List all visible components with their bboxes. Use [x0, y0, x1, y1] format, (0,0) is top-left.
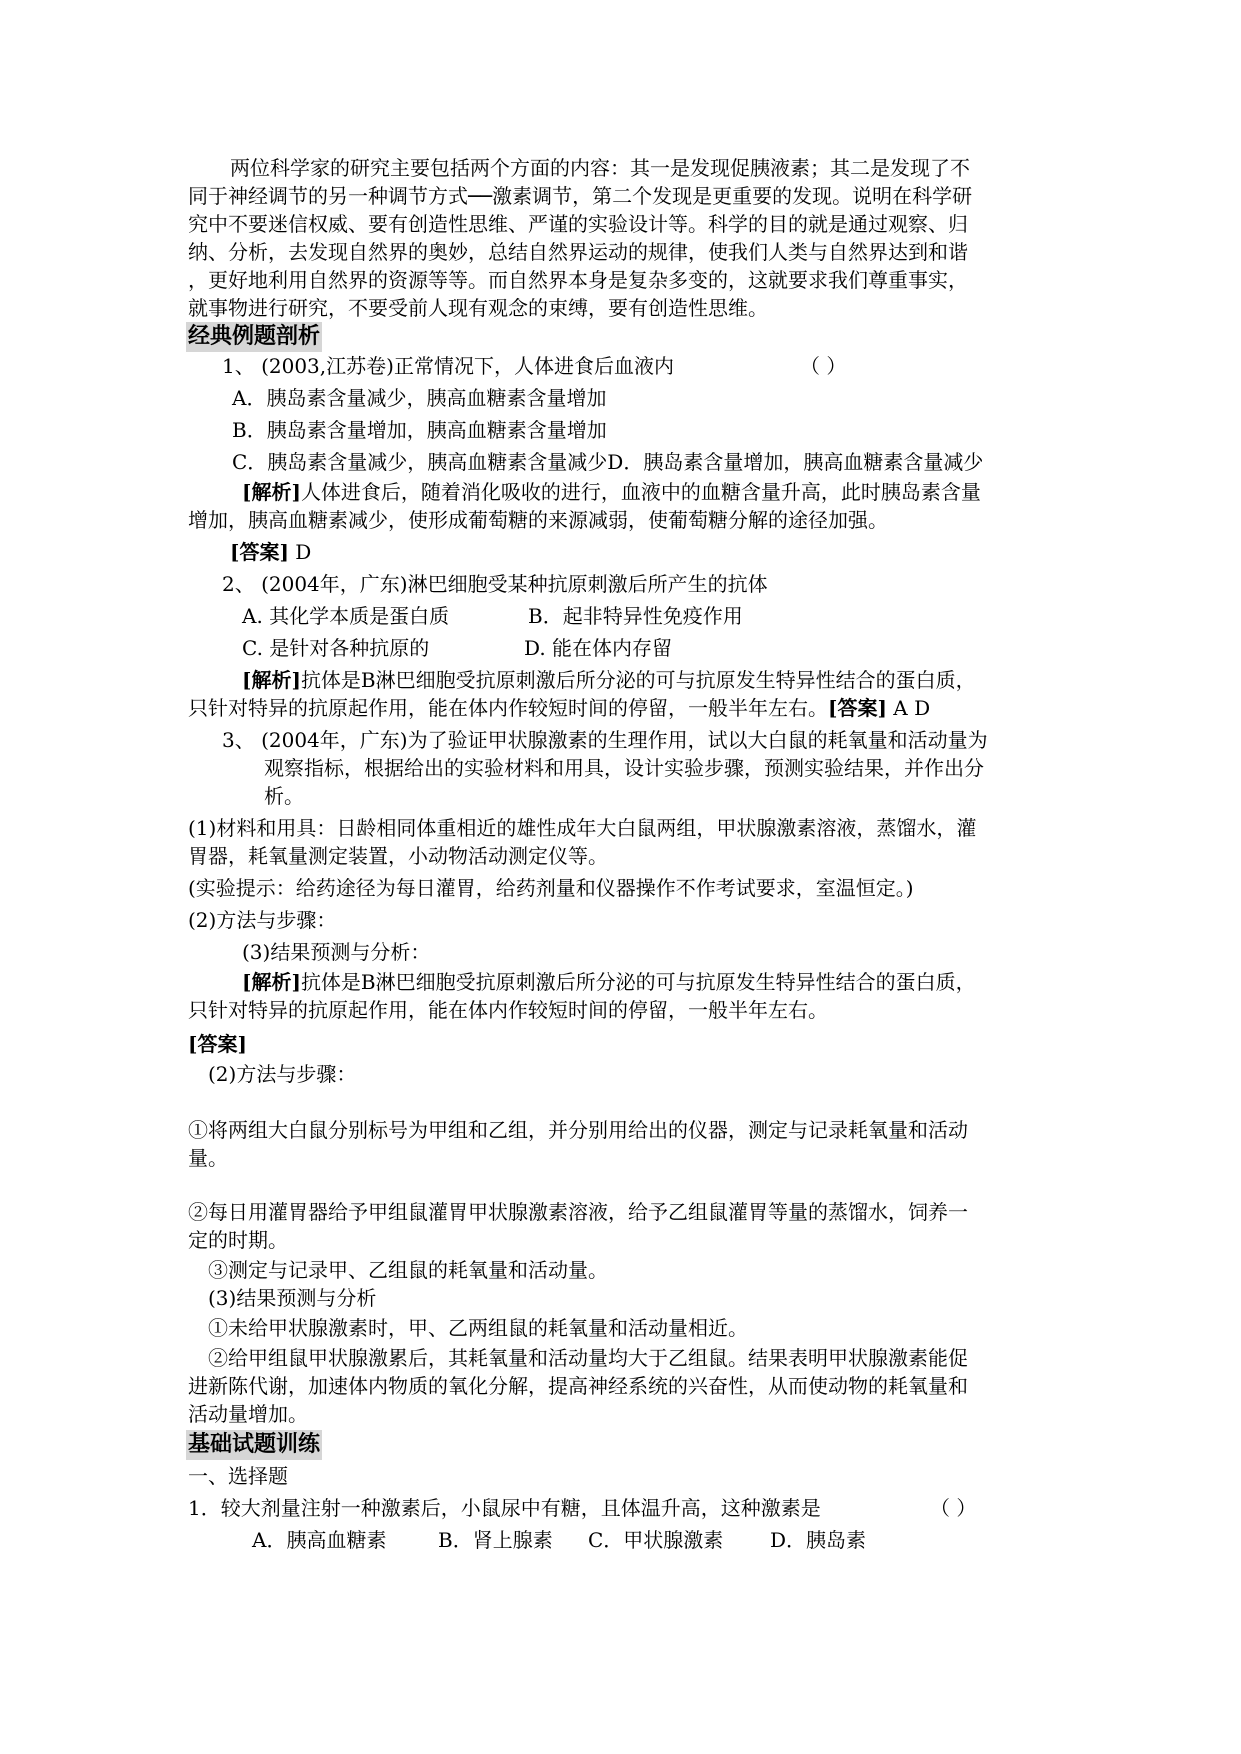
q1-answer-paren: （ ）	[800, 354, 847, 378]
q2-option-b: B．起非特异性免疫作用	[528, 604, 743, 628]
q3-answer-label-text: [答案]	[188, 1032, 247, 1056]
q3-answer-label	[188, 1030, 247, 1058]
q2-analysis-line-2	[188, 694, 930, 722]
q3-analysis-label: [解析]	[242, 970, 301, 994]
q3-step-1-line-2: 量。	[188, 1146, 228, 1170]
q3-hint: (实验提示：给药途径为每日灌胃，给药剂量和仪器操作不作考试要求，室温恒定。)	[188, 876, 914, 900]
q2-answer-label: [答案]	[828, 696, 887, 720]
intro-line-6: 就事物进行研究，不要受前人现有观念的束缚，要有创造性思维。	[188, 296, 768, 320]
q2-option-d: D. 能在体内存留	[524, 636, 673, 660]
q3-result-2-line-3: 活动量增加。	[188, 1402, 308, 1426]
q3-result-2-line-2: 进新陈代谢，加速体内物质的氧化分解，提高神经系统的兴奋性，从而使动物的耗氧量和	[188, 1374, 968, 1398]
intro-line-1: 两位科学家的研究主要包括两个方面的内容：其一是发现促胰液素；其二是发现了不	[230, 156, 970, 180]
q3-step-2-line-2: 定的时期。	[188, 1228, 288, 1252]
section-heading-training: 基础试题训练	[186, 1430, 322, 1460]
q3-result-heading: (3)结果预测与分析：	[242, 940, 431, 964]
part-heading-choice: 一、选择题	[188, 1464, 288, 1488]
q2-stem: 2、 (2004年，广东)淋巴细胞受某种抗原刺激后所产生的抗体	[222, 572, 768, 596]
q2-answer-value: A D	[886, 696, 931, 720]
intro-line-3: 究中不要迷信权威、要有创造性思维、严谨的实验设计等。科学的目的就是通过观察、归	[188, 212, 968, 236]
q3-step-1-line-1: ①将两组大白鼠分别标号为甲组和乙组，并分别用给出的仪器，测定与记录耗氧量和活动	[188, 1118, 968, 1142]
q1-answer-label: [答案]	[230, 540, 289, 564]
q1-analysis-text-1: 人体进食后，随着消化吸收的进行，血液中的血糖含量升高，此时胰岛素含量	[300, 480, 981, 504]
q2-option-c: C. 是针对各种抗原的	[242, 636, 430, 660]
intro-line-2: 同于神经调节的另一种调节方式──激素调节，第二个发现是更重要的发现。说明在科学研	[188, 184, 973, 208]
q3-stem-line-2: 观察指标，根据给出的实验材料和用具，设计实验步骤，预测实验结果，并作出分	[264, 756, 984, 780]
q3-result-2-line-1: ②给甲组鼠甲状腺激累后，其耗氧量和活动量均大于乙组鼠。结果表明甲状腺激素能促	[208, 1346, 968, 1370]
q3-answer-method-heading: (2)方法与步骤：	[208, 1062, 357, 1086]
q2-analysis-text-1: 抗体是B淋巴细胞受抗原刺激后所分泌的可与抗原发生特异性结合的蛋白质，	[300, 668, 976, 692]
q3-answer-result-heading: (3)结果预测与分析	[208, 1286, 377, 1310]
q1-option-a: A．胰岛素含量减少，胰高血糖素含量增加	[232, 386, 607, 410]
intro-line-4: 纳、分析，去发现自然界的奥妙，总结自然界运动的规律，使我们人类与自然界达到和谐	[188, 240, 968, 264]
q2-analysis-line-1	[242, 666, 976, 694]
q3-step-3: ③测定与记录甲、乙组鼠的耗氧量和活动量。	[208, 1258, 608, 1282]
e1-answer-paren: （ ）	[930, 1496, 977, 1520]
q1-answer	[230, 538, 311, 566]
q3-analysis-line-2: 只针对特异的抗原起作用，能在体内作较短时间的停留，一般半年左右。	[188, 998, 828, 1022]
q3-analysis-line-1	[242, 968, 976, 996]
q3-stem-line-3: 析。	[264, 784, 304, 808]
e1-option-b: B．肾上腺素	[438, 1528, 553, 1552]
q3-step-2-line-1: ②每日用灌胃器给予甲组鼠灌胃甲状腺激素溶液，给予乙组鼠灌胃等量的蒸馏水，饲养一	[188, 1200, 968, 1224]
e1-option-c: C．甲状腺激素	[588, 1528, 724, 1552]
q1-analysis-line-1	[242, 478, 981, 506]
q3-materials-line-2: 胃器，耗氧量测定装置，小动物活动测定仪等。	[188, 844, 608, 868]
q2-analysis-label: [解析]	[242, 668, 301, 692]
q3-stem-line-1: 3、 (2004年，广东)为了验证甲状腺激素的生理作用，试以大白鼠的耗氧量和活动量为	[222, 728, 988, 752]
e1-option-d: D．胰岛素	[770, 1528, 867, 1552]
q3-result-1: ①未给甲状腺激素时，甲、乙两组鼠的耗氧量和活动量相近。	[208, 1316, 748, 1340]
e1-stem: 1．较大剂量注射一种激素后，小鼠尿中有糖，且体温升高，这种激素是	[188, 1496, 821, 1520]
q1-stem: 1、 (2003,江苏卷)正常情况下，人体进食后血液内	[222, 354, 674, 378]
q2-option-a: A. 其化学本质是蛋白质	[242, 604, 450, 628]
section-heading-examples: 经典例题剖析	[186, 322, 322, 352]
q3-analysis-text-1: 抗体是B淋巴细胞受抗原刺激后所分泌的可与抗原发生特异性结合的蛋白质，	[300, 970, 976, 994]
q1-answer-value: D	[288, 540, 312, 564]
q3-materials-line-1: (1)材料和用具：日龄相同体重相近的雄性成年大白鼠两组，甲状腺激素溶液，蒸馏水，灌	[188, 816, 977, 840]
q3-method-heading: (2)方法与步骤：	[188, 908, 337, 932]
e1-option-a: A．胰高血糖素	[252, 1528, 387, 1552]
q1-option-b: B．胰岛素含量增加，胰高血糖素含量增加	[232, 418, 607, 442]
q1-analysis-label: [解析]	[242, 480, 301, 504]
q1-option-cd: C．胰岛素含量减少，胰高血糖素含量减少D．胰岛素含量增加，胰高血糖素含量减少	[232, 450, 984, 474]
q2-analysis-text-2: 只针对特异的抗原起作用，能在体内作较短时间的停留，一般半年左右。	[188, 696, 828, 720]
q1-analysis-line-2: 增加，胰高血糖素减少，使形成葡萄糖的来源减弱，使葡萄糖分解的途径加强。	[188, 508, 888, 532]
intro-line-5: ，更好地利用自然界的资源等等。而自然界本身是复杂多变的，这就要求我们尊重事实，	[188, 268, 968, 292]
